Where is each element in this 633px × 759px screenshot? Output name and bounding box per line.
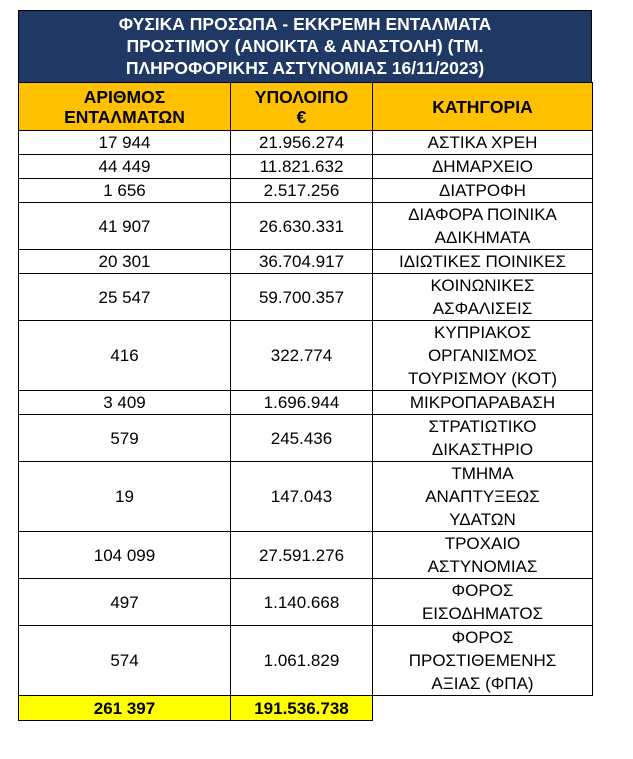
cell-count: 44 449	[19, 155, 231, 179]
table-row	[19, 274, 593, 321]
cell-category	[373, 415, 593, 462]
header-category	[373, 83, 593, 131]
total-empty-cell	[373, 696, 593, 721]
cell-count: 19	[19, 462, 231, 532]
category-line: ΑΣΤΥΝΟΜΙΑΣ	[427, 557, 538, 576]
header-count-line: ΕΝΤΑΛΜΑΤΩΝ	[64, 106, 185, 127]
category-line: ΤΟΥΡΙΣΜΟΥ (ΚΟΤ)	[408, 369, 557, 388]
cell-category	[373, 250, 593, 274]
warrants-document	[18, 10, 592, 721]
totals-row	[19, 696, 593, 721]
table-row	[19, 179, 593, 203]
title-line: ΠΡΟΣΤΙΜΟΥ (ΑΝΟΙΚΤΑ & ΑΝΑΣΤΟΛΗ) (ΤΜ.	[126, 36, 484, 56]
total-count: 261 397	[19, 696, 231, 721]
category-line: ΔΙΚΑΣΤΗΡΙΟ	[431, 440, 534, 459]
category-line: ΑΔΙΚΗΜΑΤΑ	[434, 228, 531, 247]
table-row	[19, 532, 593, 579]
cell-balance: 1.696.944	[231, 391, 373, 415]
table-row	[19, 462, 593, 532]
category-line: ΔΙΑΦΟΡΑ ΠΟΙΝΙΚΑ	[408, 205, 557, 224]
category-line: ΦΟΡΟΣ	[451, 581, 514, 600]
cell-balance: 322.774	[231, 321, 373, 391]
header-category-line: ΚΑΤΗΓΟΡΙΑ	[432, 96, 533, 117]
table-row	[19, 131, 593, 155]
cell-category	[373, 274, 593, 321]
cell-category	[373, 321, 593, 391]
cell-category	[373, 462, 593, 532]
cell-balance: 59.700.357	[231, 274, 373, 321]
category-line: ΚΥΠΡΙΑΚΟΣ	[434, 323, 531, 342]
header-row	[19, 83, 593, 131]
cell-category	[373, 179, 593, 203]
table-row	[19, 415, 593, 462]
warrants-table	[18, 82, 593, 721]
cell-balance: 27.591.276	[231, 532, 373, 579]
cell-count: 20 301	[19, 250, 231, 274]
table-row	[19, 626, 593, 696]
cell-count: 25 547	[19, 274, 231, 321]
cell-count: 104 099	[19, 532, 231, 579]
cell-balance: 245.436	[231, 415, 373, 462]
category-line: ΑΝΑΠΤΥΞΕΩΣ	[425, 487, 540, 506]
cell-category	[373, 532, 593, 579]
cell-category	[373, 391, 593, 415]
cell-count: 574	[19, 626, 231, 696]
table-row	[19, 203, 593, 250]
table-row	[19, 579, 593, 626]
cell-balance: 147.043	[231, 462, 373, 532]
category-line: ΔΗΜΑΡΧΕΙΟ	[431, 157, 534, 176]
cell-count: 416	[19, 321, 231, 391]
cell-count: 41 907	[19, 203, 231, 250]
cell-balance: 26.630.331	[231, 203, 373, 250]
category-line: ΥΔΑΤΩΝ	[449, 510, 516, 529]
cell-balance: 2.517.256	[231, 179, 373, 203]
table-row	[19, 321, 593, 391]
header-balance-line: ΥΠΟΛΟΙΠΟ	[254, 86, 349, 107]
table-row	[19, 250, 593, 274]
category-line: ΜΙΚΡΟΠΑΡΑΒΑΣΗ	[409, 393, 556, 412]
cell-category	[373, 203, 593, 250]
cell-balance: 11.821.632	[231, 155, 373, 179]
total-balance: 191.536.738	[231, 696, 373, 721]
category-line: ΕΙΣΟΔΗΜΑΤΟΣ	[421, 604, 544, 623]
header-balance-line: €	[296, 106, 307, 127]
category-line: ΔΙΑΤΡΟΦΗ	[439, 181, 526, 200]
cell-count: 17 944	[19, 131, 231, 155]
table-title	[18, 10, 592, 82]
table-row	[19, 391, 593, 415]
category-line: ΑΣΤΙΚΑ ΧΡΕΗ	[427, 133, 538, 152]
category-line: ΑΞΙΑΣ (ΦΠΑ)	[431, 674, 534, 693]
cell-count: 1 656	[19, 179, 231, 203]
header-balance	[231, 83, 373, 131]
title-line: ΦΥΣΙΚΑ ΠΡΟΣΩΠΑ - ΕΚΚΡΕΜΗ ΕΝΤΑΛΜΑΤΑ	[118, 14, 492, 34]
category-line: ΟΡΓΑΝΙΣΜΟΣ	[427, 346, 538, 365]
cell-balance: 36.704.917	[231, 250, 373, 274]
category-line: ΠΡΟΣΤΙΘΕΜΕΝΗΣ	[408, 651, 557, 670]
header-count	[19, 83, 231, 131]
cell-balance: 21.956.274	[231, 131, 373, 155]
category-line: ΚΟΙΝΩΝΙΚΕΣ	[430, 276, 535, 295]
category-line: ΤΜΗΜΑ	[451, 464, 514, 483]
category-line: ΤΡΟΧΑΙΟ	[444, 534, 521, 553]
header-count-line: ΑΡΙΘΜΟΣ	[83, 86, 166, 107]
cell-count: 3 409	[19, 391, 231, 415]
cell-count: 497	[19, 579, 231, 626]
table-row	[19, 155, 593, 179]
category-line: ΑΣΦΑΛΙΣΕΙΣ	[432, 299, 533, 318]
cell-category	[373, 155, 593, 179]
cell-balance: 1.140.668	[231, 579, 373, 626]
cell-category	[373, 131, 593, 155]
category-line: ΣΤΡΑΤΙΩΤΙΚΟ	[428, 417, 537, 436]
cell-category	[373, 579, 593, 626]
cell-category	[373, 626, 593, 696]
title-line: ΠΛΗΡΟΦΟΡΙΚΗΣ ΑΣΤΥΝΟΜΙΑΣ 16/11/2023)	[125, 58, 485, 78]
cell-balance: 1.061.829	[231, 626, 373, 696]
category-line: ΙΔΙΩΤΙΚΕΣ ΠΟΙΝΙΚΕΣ	[399, 252, 566, 271]
category-line: ΦΟΡΟΣ	[451, 628, 514, 647]
cell-count: 579	[19, 415, 231, 462]
